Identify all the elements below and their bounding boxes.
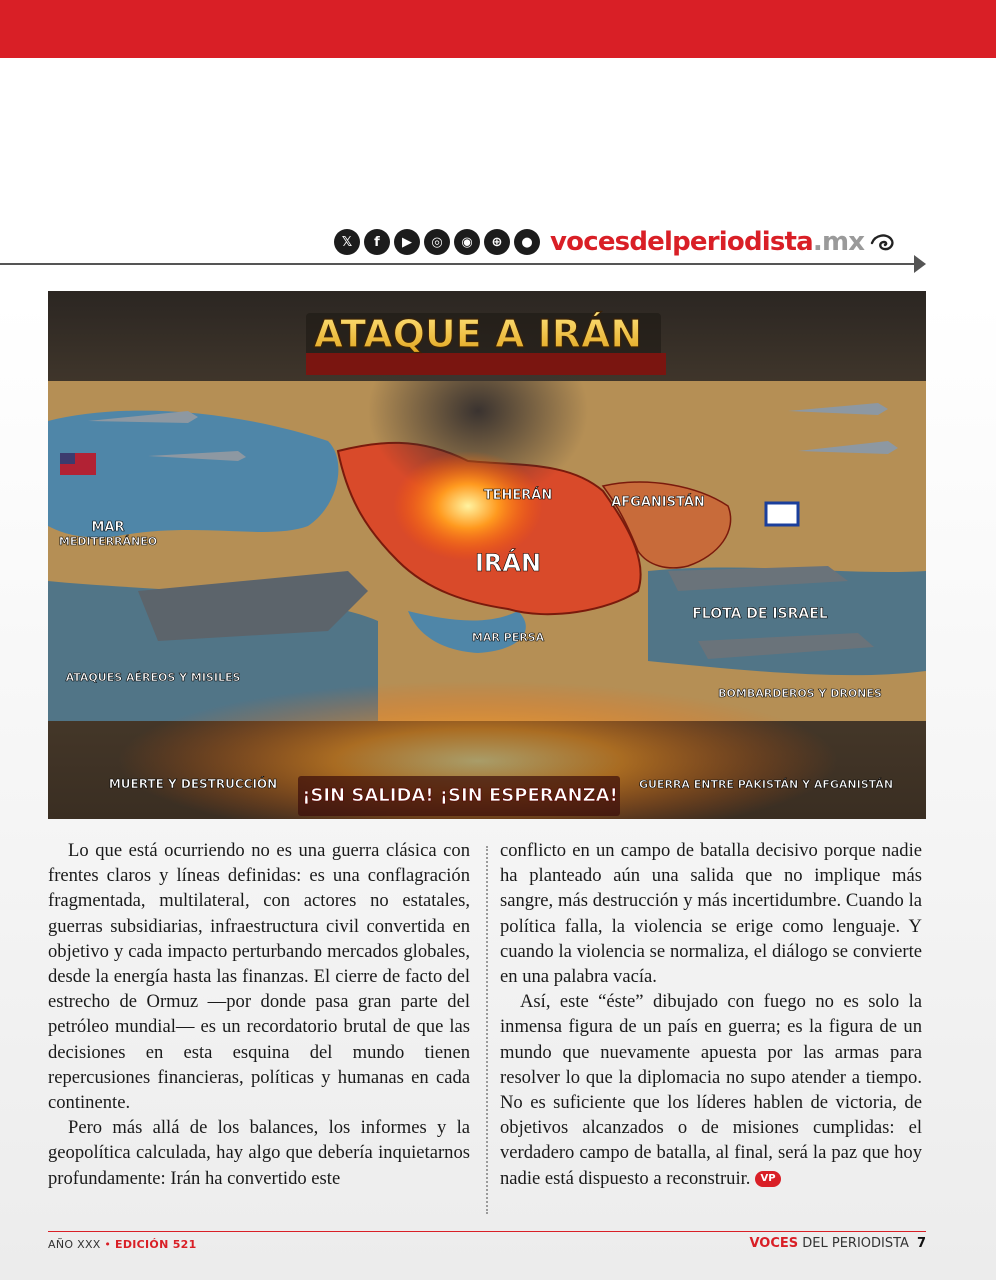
article-column-right — [500, 838, 922, 1191]
israel-flag-icon — [766, 503, 798, 525]
hero-illustration — [48, 291, 926, 819]
footer-brand-bold: VOCES — [749, 1236, 799, 1251]
footer-bullet: • — [104, 1238, 112, 1251]
youtube-icon[interactable]: ▶ — [394, 229, 420, 255]
hero-slogan: ¡SIN SALIDA! ¡SIN ESPERANZA! — [302, 785, 618, 806]
brand-part-delperiodista: delperiodista — [629, 227, 813, 257]
x-icon[interactable]: 𝕏 — [334, 229, 360, 255]
hero-explosion — [393, 451, 543, 561]
footer-edition-number: EDICIÓN 521 — [115, 1238, 197, 1251]
label-teheran: TEHERÁN — [483, 488, 553, 503]
label-mediterraneo: MEDITERRÁNEO — [58, 535, 158, 548]
label-iran: IRÁN — [474, 549, 542, 577]
facebook-icon[interactable]: f — [364, 229, 390, 255]
label-guerra: GUERRA ENTRE PAKISTÁN Y AFGANISTÁN — [638, 778, 894, 791]
swirl-logo-icon — [870, 231, 896, 253]
label-mar: MAR — [91, 520, 125, 535]
web-icon[interactable]: ⊕ — [484, 229, 510, 255]
label-bombarderos: BOMBARDEROS Y DRONES — [718, 687, 882, 700]
footer-brand — [749, 1236, 926, 1251]
brand-row — [334, 226, 896, 258]
header-rule — [0, 263, 924, 265]
paragraph-text: Así, este “éste” dibujado con fuego no es solo la inmensa figura de un país en guerra; es la figura de un mundo que nuevamente apuesta por las armas para resolver lo que la diplomacia no supo atender a tiempo. No es suficiente que los líderes hablen de victoria, de objetivos alcanzados o de misiones cumplidas: el verdadero campo de batalla, al final, será la paz que hoy nadie está dispuesto a reconstruir. — [500, 991, 922, 1189]
article-column-left — [48, 838, 470, 1191]
label-ataques: ATAQUES AÉREOS Y MISILES — [65, 671, 241, 684]
footer-brand-rest: DEL PERIODISTA — [798, 1236, 909, 1251]
label-afganistan: AFGANISTÁN — [611, 495, 705, 510]
hero-title-banner — [306, 353, 666, 375]
podcast-icon[interactable]: ◎ — [424, 229, 450, 255]
footer-rule — [48, 1231, 926, 1232]
column-divider — [486, 846, 488, 1214]
vp-end-mark-icon: VP — [755, 1171, 781, 1187]
social-icons — [334, 229, 540, 255]
footer-edition — [48, 1238, 197, 1251]
instagram-icon[interactable]: ◉ — [454, 229, 480, 255]
paragraph: Pero más allá de los balances, los informes y la geopolítica calculada, hay algo que debería inquietarnos profundamente: Irán ha convertido este — [48, 1117, 470, 1189]
brand-part-mx: .mx — [812, 227, 865, 257]
brand-logo[interactable] — [550, 227, 864, 257]
footer-year: AÑO XXX — [48, 1238, 101, 1251]
label-flota-israel: FLOTA DE ISRAEL — [692, 606, 828, 622]
brand-part-voces: voces — [550, 227, 630, 257]
paragraph-final — [500, 989, 922, 1191]
header-rule-arrow-icon — [914, 255, 926, 273]
paragraph: conflicto en un campo de batalla decisivo porque nadie ha planteado aún una salida que no implique más sangre, más destrucción y más incertidumbre. Cuando la política falla, la violencia se erige como lenguaje. Y cuando la violencia se normaliza, el diálogo se convierte en una palabra vacía. — [500, 840, 922, 988]
us-flag-canton — [60, 453, 75, 464]
page-number: 7 — [916, 1236, 926, 1251]
label-mar-persa: MAR PERSA — [471, 631, 545, 644]
top-red-bar — [0, 0, 996, 58]
paragraph: Lo que está ocurriendo no es una guerra clásica con frentes claros y líneas definidas: es una conflagración fragmentada, multilateral, con actores no estatales, guerras subsidiarias, infraestructura civil convertida en objetivo y cada impacto perturbando mercados globales, desde la energía hasta las finanzas. El cierre de facto del estrecho de Ormuz —por donde pasa gran parte del petróleo mundial— es un recordatorio brutal de que las decisiones en esta esquina del mundo tienen repercusiones financieras, políticas y humanas en cada continente. — [48, 840, 470, 1114]
label-muerte: MUERTE Y DESTRUCCIÓN — [108, 777, 278, 791]
hero-title: ATAQUE A IRÁN — [313, 312, 643, 356]
location-icon[interactable]: ● — [514, 229, 540, 255]
